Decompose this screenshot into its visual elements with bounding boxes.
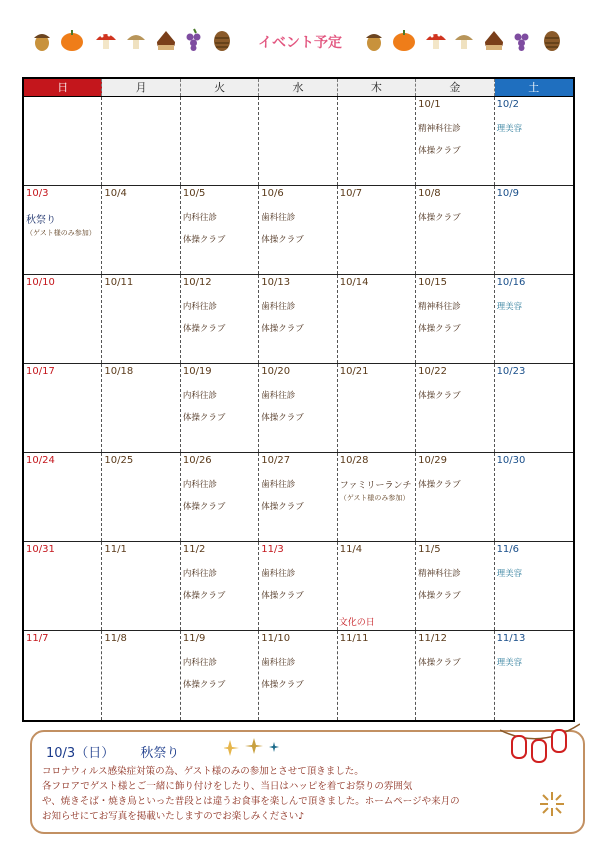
day-cell bbox=[338, 186, 416, 274]
event-note bbox=[30, 730, 585, 834]
day-cell bbox=[102, 97, 180, 185]
day-event: 歯科往診 bbox=[261, 213, 296, 223]
day-date: 10/26 bbox=[182, 455, 212, 466]
day-date: 10/22 bbox=[418, 366, 447, 377]
day-event: 体操クラブ bbox=[418, 391, 461, 401]
day-event-note: （ゲスト様のみ参加） bbox=[339, 494, 410, 502]
day-event: 内科往診 bbox=[182, 569, 217, 579]
day-cell bbox=[102, 542, 180, 630]
day-cell bbox=[259, 453, 337, 541]
day-cell bbox=[338, 453, 416, 541]
day-date: 10/24 bbox=[26, 455, 55, 466]
day-date: 10/13 bbox=[261, 277, 291, 288]
day-cell bbox=[102, 364, 180, 452]
day-date: 10/9 bbox=[496, 188, 520, 199]
day-event: 体操クラブ bbox=[418, 480, 461, 490]
day-event: 内科往診 bbox=[182, 302, 217, 312]
day-event: 体操クラブ bbox=[182, 680, 226, 690]
day-event: 体操クラブ bbox=[182, 502, 226, 512]
day-cell bbox=[181, 631, 259, 720]
note-line: や、焼きそば・焼き鳥といった普段とは違うお食事を楽しんで頂きました。ホームページや来月の bbox=[42, 796, 460, 807]
day-date: 10/12 bbox=[182, 277, 212, 288]
day-event: 体操クラブ bbox=[261, 413, 304, 423]
day-event: 体操クラブ bbox=[418, 591, 461, 601]
calendar-week bbox=[24, 275, 573, 364]
day-date: 11/4 bbox=[339, 544, 363, 555]
day-date: 10/16 bbox=[496, 277, 526, 288]
calendar-week bbox=[24, 453, 573, 542]
day-cell bbox=[181, 453, 259, 541]
day-date: 10/19 bbox=[182, 366, 212, 377]
lantern-icon bbox=[500, 720, 580, 778]
day-cell bbox=[495, 97, 573, 185]
calendar-week bbox=[24, 97, 573, 186]
day-cell bbox=[181, 275, 259, 363]
day-cell bbox=[181, 186, 259, 274]
day-cell bbox=[102, 186, 180, 274]
note-line: お知らせにてお写真を掲載いたしますのでお楽しみください♪ bbox=[42, 811, 305, 822]
day-date: 10/25 bbox=[104, 455, 134, 466]
day-date: 11/11 bbox=[339, 633, 369, 644]
day-cell bbox=[24, 631, 102, 720]
day-cell bbox=[338, 97, 416, 185]
day-event: 内科往診 bbox=[182, 658, 217, 668]
day-cell bbox=[24, 186, 102, 274]
day-cell bbox=[338, 631, 416, 720]
day-cell bbox=[338, 275, 416, 363]
day-date: 10/14 bbox=[339, 277, 369, 288]
day-date: 10/5 bbox=[182, 188, 206, 199]
day-date: 11/13 bbox=[496, 633, 526, 644]
note-text bbox=[42, 764, 562, 824]
day-event: 体操クラブ bbox=[261, 324, 304, 334]
day-event: 体操クラブ bbox=[418, 324, 461, 334]
weekday-fri: 金 bbox=[416, 79, 494, 96]
day-date: 11/6 bbox=[496, 544, 520, 555]
day-cell bbox=[181, 364, 259, 452]
day-event: 理美容 bbox=[496, 124, 523, 134]
day-cell bbox=[495, 542, 573, 630]
calendar bbox=[22, 77, 575, 722]
day-date: 10/23 bbox=[496, 366, 526, 377]
day-cell bbox=[495, 364, 573, 452]
day-date: 11/2 bbox=[182, 544, 206, 555]
weekday-thu: 木 bbox=[338, 79, 416, 96]
day-event-title: 秋祭り bbox=[26, 215, 56, 226]
day-date: 10/3 bbox=[26, 188, 49, 199]
day-date: 10/21 bbox=[339, 366, 369, 377]
day-date: 10/29 bbox=[418, 455, 447, 466]
day-cell bbox=[338, 542, 416, 630]
weekday-sun: 日 bbox=[24, 79, 102, 96]
day-event: 精神科往診 bbox=[418, 302, 461, 312]
day-event: 体操クラブ bbox=[261, 235, 304, 245]
day-cell bbox=[416, 186, 494, 274]
day-cell bbox=[416, 453, 494, 541]
day-date: 10/1 bbox=[418, 99, 441, 110]
pumpkin-icon bbox=[392, 28, 416, 52]
day-event: 体操クラブ bbox=[418, 146, 461, 156]
day-cell bbox=[181, 97, 259, 185]
day-cell bbox=[259, 364, 337, 452]
day-date: 10/27 bbox=[261, 455, 291, 466]
grapes-icon bbox=[510, 28, 534, 52]
day-cell bbox=[495, 186, 573, 274]
note-line: コロナウィルス感染症対策の為、ゲスト様のみの参加とさせて頂きました。 bbox=[42, 766, 364, 777]
day-date: 10/30 bbox=[496, 455, 526, 466]
day-cell bbox=[24, 275, 102, 363]
day-cell bbox=[24, 453, 102, 541]
day-cell bbox=[495, 453, 573, 541]
sparkle-icon bbox=[224, 736, 284, 758]
day-cell bbox=[416, 631, 494, 720]
day-date: 10/17 bbox=[26, 366, 55, 377]
calendar-grid bbox=[24, 97, 573, 720]
day-event: 理美容 bbox=[496, 658, 523, 668]
day-date: 10/4 bbox=[104, 188, 127, 199]
day-date: 11/7 bbox=[26, 633, 49, 644]
day-event: 精神科往診 bbox=[418, 124, 461, 134]
day-date: 10/15 bbox=[418, 277, 447, 288]
mushroom-icon bbox=[452, 28, 476, 52]
day-date: 10/7 bbox=[339, 188, 363, 199]
day-date: 10/10 bbox=[26, 277, 55, 288]
day-event: 理美容 bbox=[496, 302, 523, 312]
pinecone-icon bbox=[540, 28, 564, 52]
calendar-week bbox=[24, 364, 573, 453]
day-event: 内科往診 bbox=[182, 480, 217, 490]
day-event: 体操クラブ bbox=[261, 502, 304, 512]
day-cell bbox=[495, 275, 573, 363]
note-event: 秋祭り bbox=[140, 746, 180, 761]
note-title bbox=[46, 742, 179, 761]
day-cell bbox=[416, 275, 494, 363]
weekday-sat: 土 bbox=[495, 79, 573, 96]
day-event: 体操クラブ bbox=[182, 324, 226, 334]
day-event: 理美容 bbox=[496, 569, 523, 579]
day-cell bbox=[495, 631, 573, 720]
day-cell bbox=[259, 631, 337, 720]
day-date: 11/10 bbox=[261, 633, 291, 644]
day-cell bbox=[181, 542, 259, 630]
day-date: 10/18 bbox=[104, 366, 134, 377]
day-cell bbox=[416, 364, 494, 452]
day-event: 歯科往診 bbox=[261, 658, 296, 668]
day-event: 体操クラブ bbox=[261, 591, 304, 601]
day-cell bbox=[259, 186, 337, 274]
day-event: 体操クラブ bbox=[418, 658, 461, 668]
day-event: 歯科往診 bbox=[261, 391, 296, 401]
day-date: 11/1 bbox=[104, 544, 127, 555]
chestnut-icon bbox=[482, 28, 506, 52]
mushroom-icon bbox=[424, 28, 448, 52]
day-cell bbox=[102, 631, 180, 720]
day-event-title: ファミリーランチ bbox=[339, 481, 412, 491]
day-date: 10/8 bbox=[418, 188, 441, 199]
day-event: 体操クラブ bbox=[182, 591, 226, 601]
calendar-week bbox=[24, 186, 573, 275]
day-event: 体操クラブ bbox=[418, 213, 461, 223]
day-cell bbox=[24, 364, 102, 452]
calendar-week bbox=[24, 542, 573, 631]
day-cell bbox=[102, 453, 180, 541]
day-event: 内科往診 bbox=[182, 213, 217, 223]
day-event: 精神科往診 bbox=[418, 569, 461, 579]
day-event: 歯科往診 bbox=[261, 569, 296, 579]
weekday-wed: 水 bbox=[259, 79, 337, 96]
weekday-tue: 火 bbox=[181, 79, 259, 96]
day-date: 11/3 bbox=[261, 544, 284, 555]
day-cell bbox=[259, 97, 337, 185]
weekday-header bbox=[24, 79, 573, 97]
firework-icon bbox=[538, 790, 566, 818]
day-date: 10/31 bbox=[26, 544, 55, 555]
day-cell bbox=[24, 97, 102, 185]
day-event: 歯科往診 bbox=[261, 480, 296, 490]
header bbox=[30, 22, 570, 58]
day-date: 11/8 bbox=[104, 633, 127, 644]
day-event: 内科往診 bbox=[182, 391, 217, 401]
day-cell bbox=[259, 275, 337, 363]
day-event: 歯科往診 bbox=[261, 302, 296, 312]
weekday-mon: 月 bbox=[102, 79, 180, 96]
note-date: 10/3（日） bbox=[46, 746, 115, 761]
day-cell bbox=[24, 542, 102, 630]
note-line: 各フロアでゲスト様とご一緒に飾り付けをしたり、当日はハッピを着てお祭りの雰囲気 bbox=[42, 781, 413, 792]
day-date: 10/11 bbox=[104, 277, 134, 288]
day-cell bbox=[416, 542, 494, 630]
day-date: 10/28 bbox=[339, 455, 369, 466]
acorn-icon bbox=[362, 28, 386, 52]
day-date: 11/12 bbox=[418, 633, 447, 644]
day-event: 体操クラブ bbox=[182, 235, 226, 245]
page-title: イベント予定 bbox=[258, 35, 342, 51]
day-cell bbox=[416, 97, 494, 185]
day-date: 10/20 bbox=[261, 366, 291, 377]
day-date: 10/6 bbox=[261, 188, 284, 199]
day-event: 体操クラブ bbox=[261, 680, 304, 690]
day-date: 11/5 bbox=[418, 544, 441, 555]
day-date: 11/9 bbox=[182, 633, 206, 644]
day-event-note: （ゲスト様のみ参加） bbox=[26, 229, 96, 237]
calendar-week bbox=[24, 631, 573, 720]
day-date: 10/2 bbox=[496, 99, 520, 110]
day-event: 体操クラブ bbox=[182, 413, 226, 423]
holiday-label: 文化の日 bbox=[338, 618, 375, 628]
day-cell bbox=[338, 364, 416, 452]
day-cell bbox=[102, 275, 180, 363]
